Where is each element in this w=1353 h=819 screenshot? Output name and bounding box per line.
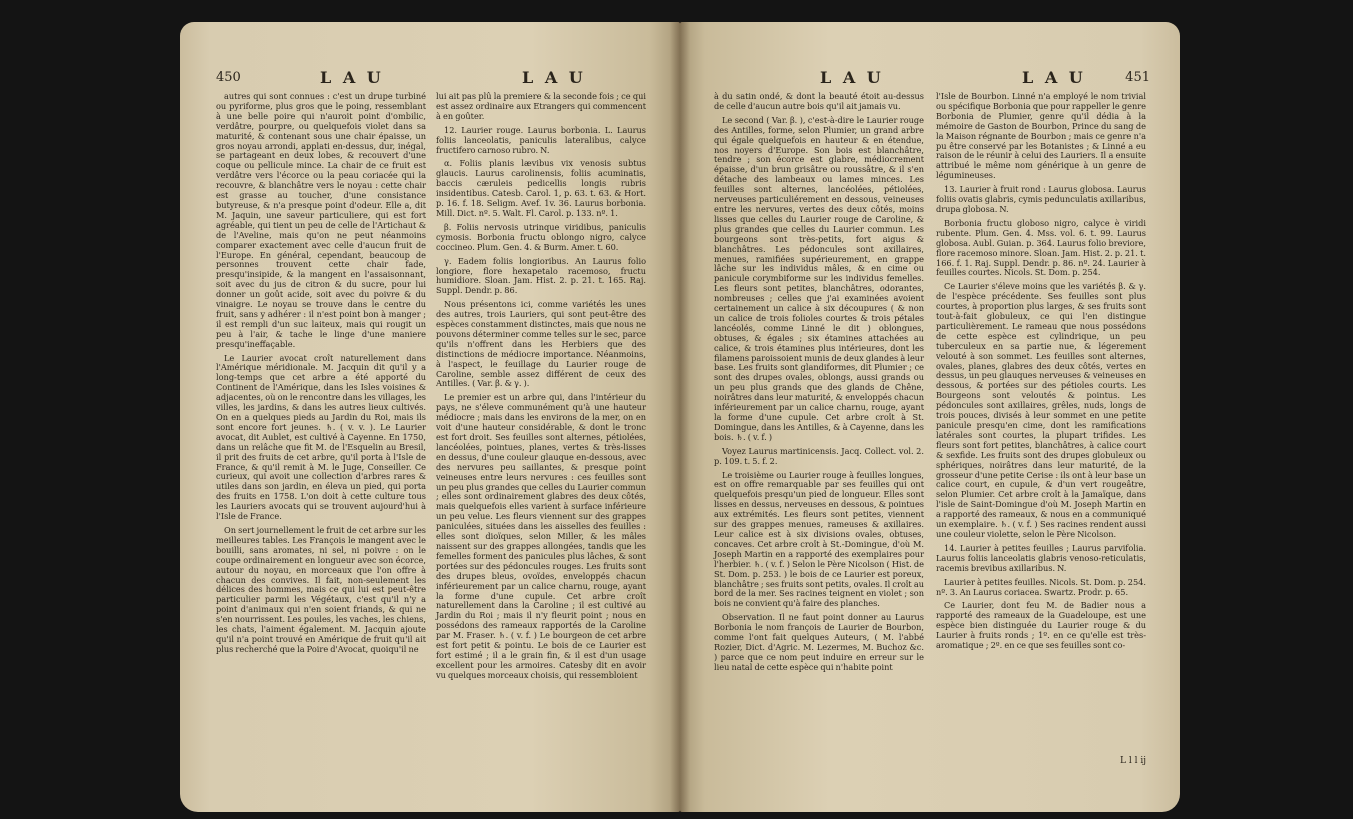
running-head: L A U [820,68,884,87]
paragraph: Ce Laurier s'éleve moins que les variétés β. & γ. de l'espèce précédente. Ses feuilles sont plus courtes, à proportion plus larges, & ses fruits sont tout-à-fait globuleux, ce qui l'en distingue particulièrement. Le rameau que nous possédons de cette espèce est cylindrique, un peu tuberculeux en sa partie nue, & légerement velouté à son sommet. Les feuilles sont alternes, ovales, planes, glabres des deux côtés, vertes en dessus, un peu glauques nerveuses & veineuses en dessous, & portées sur des pétioles courts. Les Bourgeons sont veloutés & pointus. Les pédoncules sont axillaires, grêles, nuds, longs de trois pouces, divisés à leur sommet en une petite panicule presqu'en cime, dont les ramifications latérales sont courtes, la plupart trifides. Les fleurs sont fort petites, blanchâtres, à calice court & sexfide. Les fruits sont des drupes globuleux ou sphériques, noirâtres dans leur maturité, de la grosseur d'une petite Cerise : ils ont à leur base un calice court, en cupule, & d'un vert rougeâtre, selon Plumier. Cet arbre croît à la Jamaïque, dans l'isle de Saint-Domingue d'où M. Joseph Martin en a rapporté des rameaux, & nous en a communiqué un exemplaire. ♄. ( v. f. ) Ses racines rendent aussi une couleur violette, selon le Père Nicolson. [936,281,1146,539]
text-column-left-2 [436,92,646,685]
paragraph: Observation. Il ne faut point donner au Laurus Borbonia le nom françois de Laurier de Bourbon, comme l'ont fait quelques Auteurs, ( M. l'abbé Rozier, Dict. d'Agric. M. Lezermes, M. Buchoz &c. ) parce que ce nom peut induire en erreur sur le lieu natal de cette espèce qui n'habite point [714,612,924,672]
running-head: L A U [320,68,384,87]
paragraph: Le premier est un arbre qui, dans l'intérieur du pays, ne s'éleve communément qu'à une hauteur médiocre ; mais dans les environs de la mer, on en voit d'une hauteur considérable, & dont le tronc est fort droit. Ses feuilles sont alternes, pétiolées, lancéolées, pointues, planes, vertes & très-lisses en dessus, d'une couleur glauque en-dessous, avec des nervures peu saillantes, & presque point veineuses entre leurs nervures : ces feuilles sont un peu plus grandes que celles du Laurier commun ; elles sont ordinairement glabres des deux côtés, mais quelquefois elles varient à surface inférieure un peu velue. Les fleurs viennent sur des grappes paniculées, situées dans les aisselles des feuilles : elles sont dioïques, selon Miller, & les mâles naissent sur des grappes allongées, tandis que les femelles forment des panicules plus lâches, & sont portées sur des pédoncules rouges. Les fruits sont des drupes bleus, ovoïdes, enveloppés chacun inférieurement par un calice charnu, rouge, ayant la forme d'une cupule. Cet arbre croît naturellement dans la Caroline ; il est cultivé au Jardin du Roi ; mais il n'y fleurit point ; nous en possédons des rameaux rapportés de la Caroline par M. Fraser. ♄. ( v. f. ) Le bourgeon de cet arbre est fort petit & pointu. Le bois de ce Laurier est fort estimé ; il a le grain fin, & il est d'un usage excellent pour les armoires. Catesby dit en avoir vu quelques morceaux choisis, qui ressembloient [436,392,646,680]
paragraph: Laurier à petites feuilles. Nicols. St. Dom. p. 254. nº. 3. An Laurus coriacea. Swartz. Prodr. p. 65. [936,576,1146,597]
paragraph: Nous présentons ici, comme variétés les unes des autres, trois Lauriers, qui sont peut-être des espèces constamment distinctes, mais que nous ne pouvons déterminer comme telles sur le sec, parce qu'ils n'offrent dans les Herbiers que des distinctions de médiocre importance. Néanmoins, à l'aspect, le feuillage du Laurier rouge de Caroline, semble assez différent de ceux des Antilles. ( Var. β. & γ. ). [436,299,646,389]
paragraph: Borbonia fructu globoso nigro, calyce è viridi rubente. Plum. Gen. 4. Mss. vol. 6. t. 99. Laurus globosa. Aubl. Guian. p. 364. Laurus folio breviore, flore racemoso minore. Sloan. Jam. Hist. 2. p. 21. t. 166. f. 1. Raj. Suppl. Dendr. p. 86. nº. 24. Laurier à feuilles courtes. Nicols. St. Dom. p. 254. [936,217,1146,278]
text-column-right-1 [714,92,924,677]
paragraph: autres qui sont connues : c'est un drupe turbiné ou pyriforme, plus gros que le poing, ressemblant à une belle poire qui n'auroit point d'ombilic, verdâtre, pourpre, ou quelquefois violet dans sa maturité, & contenant sous une chair épaisse, un gros noyau arrondi, applati en-dessus, dur, inégal, se partageant en deux lobes, & recouvert d'une coque ou pellicule mince. La chair de ce fruit est verdâtre vers l'écorce ou la peau coriacée qui la recouvre, & blanchâtre vers le noyau : cette chair est grasse au toucher, d'une consistance butyreuse, & n'a presque point d'odeur. Elle a, dit M. Jaquin, une saveur particuliere, qui est fort agréable, qui tient un peu de celle de l'Artichaut & de l'Aveline, mais qu'on ne peut néanmoins comparer exactement avec celle d'aucun fruit de l'Europe. En général, cependant, beaucoup de personnes trouvent cette chair fade, presqu'insipide, & la mangent en l'assaisonnant, soit avec du jus de citron & du sucre, pour lui donner un goût acide, soit avec du poivre & du vinaigre. Le noyau se trouve dans le centre du fruit, sans y adhérer : il n'est point bon à manger ; il est rempli d'un suc laiteux, mais qui rougit un peu à l'air, & tache le linge d'une maniere presqu'ineffaçable. [216,91,426,349]
page-number-right: 451 [1125,70,1150,85]
right-page-header [680,68,1180,90]
left-page-header [180,68,680,90]
paragraph: On sert journellement le fruit de cet arbre sur les meilleures tables. Les François le mangent avec le bouilli, sans aromates, ni sel, ni poivre : on le coupe ordinairement en longueur avec son écorce, autour du noyau, en morceaux que l'on offre à chacun des convives. Il fait, non-seulement les délices des hommes, mais ce qui lui est peut-être particulier parmi les Végétaux, c'est qu'il n'y a point d'animaux qui n'en soient friands, & qui ne s'en nourrissent. Les poules, les vaches, les chiens, les chats, l'aiment également. M. Jacquin ajoute qu'il n'a point trouvé en Amérique de fruit qu'il ait plus recherché que la Poire d'Avocat, quoiqu'il ne [216,524,426,654]
open-book [180,22,1180,812]
paragraph: α. Foliis planis lævibus vix venosis subtus glaucis. Laurus carolinensis, foliis acuminatis, baccis cæruleis pedicellis longis rubris insidentibus. Catesb. Carol. 1, p. 63. t. 63. & Hort. p. 16. f. 18. Seligm. Avef. 1v. 36. Laurus borbonia. Mill. Dict. nº. 5. Walt. Fl. Carol. p. 133. nº. 1. [436,158,646,218]
paragraph: β. Foliis nervosis utrinque viridibus, paniculis cymosis. Borbonia fructu oblongo nigro, calyce coccineo. Plum. Gen. 4. & Burm. Amer. t. 60. [436,221,646,252]
signature-mark: L l l ij [1120,756,1146,766]
paragraph: Ce Laurier, dont feu M. de Badier nous a rapporté des rameaux de la Guadeloupe, est une espèce bien distinguée du Laurier rouge & du Laurier à fruits ronds ; 1º. en ce qu'elle est très-aromatique ; 2º. en ce que ses feuilles sont co- [936,600,1146,651]
paragraph: Le Laurier avocat croît naturellement dans l'Amérique méridionale. M. Jacquin dit qu'il y a long-temps que cet arbre a été apporté du Continent de l'Amérique, dans les Isles voisines & adjacentes, où on le rencontre dans les villages, les villes, les jardins, & dans les autres lieux cultivés. On en a quelques pieds au Jardin du Roi, mais ils sont encore fort jeunes. ♄. ( v. v. ). Le Laurier avocat, dit Aublet, est cultivé à Cayenne. En 1750, dans un relâche que fit M. de l'Esquelin au Bresil, il prit des fruits de cet arbre, qu'il porta à l'Isle de France, & qu'il remit à M. le Juge, Conseiller. Ce curieux, qui avoit une collection d'arbres rares & utiles dans son jardin, en éleva un pied, qui porta des fruits en 1758. L'on doit à cette culture tous les Lauriers avocats qui se trouvent aujourd'hui à l'Isle de France. [216,352,426,522]
paragraph: Le troisième ou Laurier rouge à feuilles longues, est on offre remarquable par ses feuilles qui ont quelquefois presqu'un pied de longueur. Elles sont lisses en dessus, nerveuses en dessous, & pointues aux extrémités. Les fleurs sont petites, viennent sur des grappes menues, rameuses & axillaires. Leur calice est à six divisions ovales, obtuses, concaves. Cet arbre croît à St.-Domingue, d'où M. Joseph Martin en a rapporté des exemplaires pour l'herbier. ♄. ( v. f. ) Selon le Père Nicolson ( Hist. de St. Dom. p. 253. ) le bois de ce Laurier est poreux, blanchâtre ; ses fruits sont petits, ovales. Il croît au bord de la mer. Ses racines teignent en violet ; son bois ne convient qu'à faire des planches. [714,469,924,609]
page-number-left: 450 [216,70,241,85]
species-entry: 14. Laurier à petites feuilles ; Laurus parvifolia. Laurus foliis lanceolatis glabris venoso-reticulatis, racemis brevibus axillaribus. N. [936,542,1146,573]
paragraph: γ. Eadem foliis longioribus. An Laurus folio longiore, flore hexapetalo racemoso, fructu humidiore. Sloan. Jam. Hist. 2. p. 21. t. 165. Raj. Suppl. Dendr. p. 86. [436,255,646,296]
paragraph: à du satin ondé, & dont la beauté étoit au-dessus de celle d'aucun autre bois qu'il ait jamais vu. [714,91,924,111]
paragraph: l'Isle de Bourbon. Linné n'a employé le nom trivial ou spécifique Borbonia que pour rappeller le genre Borbonia de Plumier, genre qu'il dédia à la mémoire de Gaston de Bourbon, Prince du sang de la Maison régnante de Bourbon ; mais ce genre n'a pu être conservé par les Botanistes ; & Linné a eu raison de le réunir à celui des Lauriers. Il a ensuite attribué le même nom générique à un genre de légumineuses. [936,91,1146,181]
species-entry: 12. Laurier rouge. Laurus borbonia. L. Laurus foliis lanceolatis, paniculis lateralibus, calyce fructifero carnoso rubro. N. [436,124,646,155]
paragraph: Le second ( Var. β. ), c'est-à-dire le Laurier rouge des Antilles, forme, selon Plumier, un grand arbre qui égale quelquefois en hauteur & en étendue, nos noyers d'Europe. Son bois est blanchâtre, tendre ; son écorce est glabre, médiocrement épaisse, d'un brun grisâtre ou roussâtre, & il s'en détache des lambeaux ou lames minces. Les feuilles sont alternes, lancéolées, pétiolées, nerveuses particuliérement en dessous, veineuses entre les nervures, vertes des deux côtés, moins lisses que celles du Laurier rouge de Caroline, & plus grandes que celles du Laurier commun. Les bourgeons sont très-petits, fort aigus & blanchâtres. Les pédoncules sont axillaires, menues, ramifiées supérieurement, en grappe lâche sur les individus mâles, & en cime ou panicule corymbiforme sur les individus femelles. Les fleurs sont petites, blanchâtres, odorantes, nombreuses ; celles que j'ai examinées avoient certainement un calice à six découpures ( & non un calice de trois folioles courtes & trois pétales lancéolés, comme Linné le dit ) oblongues, obtuses, & égales ; six étamines attachées au calice, & trois étamines plus intérieures, dont les filamens paroissoient munis de deux glandes à leur base. Les fruits sont glandiformes, dit Plumier ; ce sont des drupes ovales, oblongs, aussi grands ou un peu plus grands que des glands de Chêne, noirâtres dans leur maturité, & enveloppés chacun inférieurement par un calice charnu, rouge, ayant la forme d'une cupule. Cet arbre croît à St. Domingue, dans les Antilles, & à Cayenne, dans les bois. ♄. ( v. f. ) [714,114,924,442]
paragraph: lui ait pas plû la premiere & la seconde fois ; ce qui est assez ordinaire aux Etrangers qui commencent à en goûter. [436,91,646,121]
book-gutter [670,22,690,812]
species-entry: 13. Laurier à fruit rond : Laurus globosa. Laurus foliis ovatis glabris, cymis pedunculatis axillaribus, drupa globosa. N. [936,184,1146,214]
text-column-left-1 [216,92,426,659]
text-column-right-2 [936,92,1146,655]
running-head: L A U [1022,68,1086,87]
left-page [180,22,680,812]
running-head: L A U [522,68,586,87]
right-page [680,22,1180,812]
paragraph: Voyez Laurus martinicensis. Jacq. Collect. vol. 2. p. 109. t. 5. f. 2. [714,445,924,466]
